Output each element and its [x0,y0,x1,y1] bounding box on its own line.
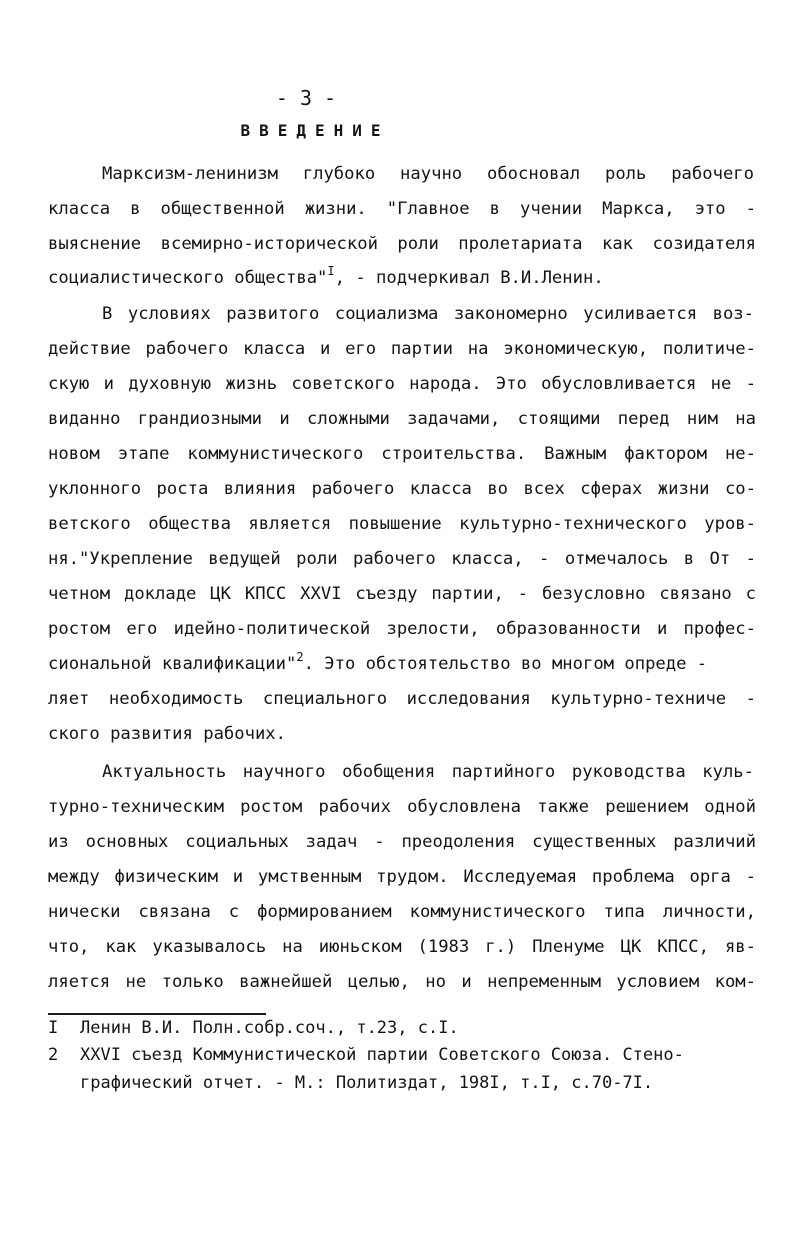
footnote [48,1045,684,1065]
text-continuation: . Это обстоятельство во многом опреде - [303,654,708,674]
footnote-number: 2 [48,1045,59,1065]
text-line: нически связана с формированием коммунистического типа личности, [48,902,756,922]
text-line: ского развития рабочих. [48,724,286,744]
text-line: В условиях развитого социализма закономерно усиливается воз- [102,304,754,324]
text-line: из основных социальных задач - преодоления существенных различий [48,832,756,852]
text-line: ростом его идейно-политической зрелости, образованности и профес- [48,619,756,639]
text-line: виданно грандиозными и сложными задачами, стоящими перед ним на [48,409,756,429]
quote-attribution: , - подчеркивал В.И.Ленин. [334,268,604,288]
text-line: Актуальность научного обобщения партийного руководства куль- [102,762,754,782]
text-line: уклонного роста влияния рабочего класса во всех сферах жизни со- [48,479,756,499]
text-line: четном докладе ЦК КПСС XXVI съезду партии, - безусловно связано с [48,584,756,604]
text-line: что, как указывалось на июньском (1983 г.) Пленуме ЦК КПСС, яв- [48,937,756,957]
footnote-text: XXVI съезд Коммунистической партии Советского Союза. Стено- [80,1045,684,1065]
footnote-ref: I [327,264,335,278]
text-line [48,264,756,288]
page-number: - 3 - [275,86,337,110]
footnote-continuation: графический отчет. - М.: Политиздат, 198I, т.I, с.70-7I. [80,1073,654,1093]
section-heading: ВВЕДЕНИЕ [240,121,390,140]
footnote [48,1018,459,1038]
text-line [48,650,756,674]
quote-end: сиональной квалификации" [48,654,297,674]
footnote-number: I [48,1018,59,1038]
text-line: ня."Укрепление ведущей роли рабочего класса, - отмечалось в От - [48,549,756,569]
text-line: ветского общества является повышение культурно-технического уров- [48,514,756,534]
text-line: скую и духовную жизнь советского народа. Это обусловливается не - [48,374,756,394]
text-line: новом этапе коммунистического строительства. Важным фактором не- [48,444,756,464]
text-line: класса в общественной жизни. "Главное в учении Маркса, это - [48,199,756,219]
text-line: действие рабочего класса и его партии на экономическую, политиче- [48,339,756,359]
footnote-ref: 2 [296,650,304,664]
text-line: ляется не только важнейшей целью, но и непременным условием ком- [48,972,756,992]
text-line: турно-техническим ростом рабочих обусловлена также решением одной [48,797,756,817]
text-line: выяснение всемирно-исторической роли пролетариата как созидателя [48,234,756,254]
text-line: Марксизм-ленинизм глубоко научно обосновал роль рабочего [102,164,754,184]
footnote-divider [48,1013,266,1015]
text-line: ляет необходимость специального исследования культурно-техниче - [48,689,756,709]
quote-end: социалистического общества" [48,268,328,288]
footnote-text: Ленин В.И. Полн.собр.соч., т.23, с.I. [80,1018,459,1038]
text-line: между физическим и умственным трудом. Исследуемая проблема орга - [48,867,756,887]
